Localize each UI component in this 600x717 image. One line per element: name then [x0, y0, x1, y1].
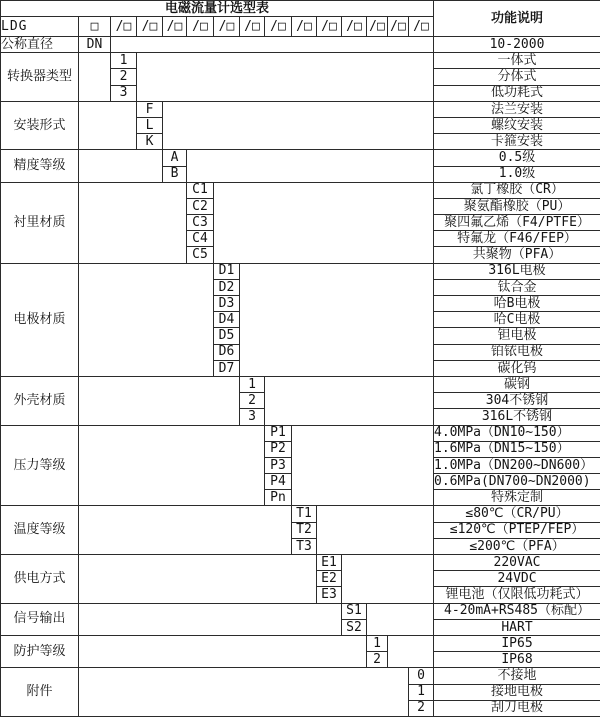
spacer-cell [111, 37, 434, 53]
option-description: 铂铱电极 [434, 344, 600, 360]
table-row [1, 555, 600, 571]
spacer-cell [79, 376, 240, 425]
option-code: C1 [187, 182, 214, 198]
table-row [1, 150, 600, 166]
option-code: A [163, 150, 187, 166]
category-label: 安装形式 [1, 101, 79, 150]
option-description: 低功耗式 [434, 85, 600, 101]
model-slot-box: /□ [388, 17, 409, 37]
spacer-cell [240, 263, 434, 376]
table-row [1, 53, 600, 69]
model-prefix: LDG [1, 17, 79, 37]
option-code: 3 [111, 85, 137, 101]
spacer-cell [79, 182, 187, 263]
model-slot-box: /□ [342, 17, 367, 37]
option-description: 不接地 [434, 668, 600, 684]
option-description: IP65 [434, 635, 600, 651]
category-label: 压力等级 [1, 425, 79, 506]
model-slot-box: /□ [265, 17, 292, 37]
option-description: 10-2000 [434, 37, 600, 53]
spacer-cell [367, 603, 434, 635]
spacer-cell [388, 635, 434, 667]
option-code: C5 [187, 247, 214, 263]
option-description: ≤80℃（CR/PU） [434, 506, 600, 522]
option-description: 碳钢 [434, 376, 600, 392]
option-description: 聚四氟乙烯（F4/PTFE） [434, 215, 600, 231]
option-code: 2 [111, 69, 137, 85]
spacer-cell [79, 425, 265, 506]
option-description: 特殊定制 [434, 490, 600, 506]
model-slot-box: /□ [214, 17, 240, 37]
option-description: 1.6MPa（DN15~150） [434, 441, 600, 457]
table-row [1, 101, 600, 117]
option-description: 锂电池（仅限低功耗式） [434, 587, 600, 603]
category-label: 衬里材质 [1, 182, 79, 263]
option-code: D2 [214, 279, 240, 295]
spacer-cell [214, 182, 434, 263]
table-row [1, 635, 600, 651]
option-code: 2 [409, 700, 434, 716]
option-code: D3 [214, 296, 240, 312]
option-description: 0.6MPa(DN700~DN2000) [434, 474, 600, 490]
option-code: T1 [292, 506, 317, 522]
option-code: E1 [317, 555, 342, 571]
category-label: 供电方式 [1, 555, 79, 604]
option-description: 碳化钨 [434, 360, 600, 376]
table-row [1, 37, 600, 53]
option-code: L [137, 117, 163, 133]
option-description: 哈B电极 [434, 296, 600, 312]
spacer-cell [79, 53, 111, 102]
table-row [1, 506, 600, 522]
option-code: P4 [265, 474, 292, 490]
option-description: IP68 [434, 652, 600, 668]
spacer-cell [79, 668, 409, 717]
option-description: 聚氨酯橡胶（PU） [434, 198, 600, 214]
category-label: 附件 [1, 668, 79, 717]
option-code: 1 [367, 635, 388, 651]
spacer-cell [79, 263, 214, 376]
table-row [1, 603, 600, 619]
option-description: 316L不锈钢 [434, 409, 600, 425]
option-code: K [137, 134, 163, 150]
option-code: 3 [240, 409, 265, 425]
option-code: B [163, 166, 187, 182]
option-code: 1 [240, 376, 265, 392]
option-description: 钛合金 [434, 279, 600, 295]
option-code: P1 [265, 425, 292, 441]
option-description: 刮刀电极 [434, 700, 600, 716]
option-code: D5 [214, 328, 240, 344]
spacer-cell [137, 53, 434, 102]
option-description: ≤120℃（PTEP/FEP） [434, 522, 600, 538]
option-code: C3 [187, 215, 214, 231]
option-code: 2 [240, 393, 265, 409]
option-code: T3 [292, 538, 317, 554]
option-description: 0.5级 [434, 150, 600, 166]
model-slot-box: /□ [240, 17, 265, 37]
function-column-header: 功能说明 [434, 1, 600, 37]
spacer-cell [79, 101, 137, 150]
option-description: 共聚物（PFA） [434, 247, 600, 263]
model-slot-box: /□ [187, 17, 214, 37]
option-code: 2 [367, 652, 388, 668]
category-label: 外壳材质 [1, 376, 79, 425]
option-code: S2 [342, 619, 367, 635]
option-code: E2 [317, 571, 342, 587]
option-description: 特氟龙（F46/FEP） [434, 231, 600, 247]
category-label: 转换器类型 [1, 53, 79, 102]
option-description: 4.0MPa（DN10~150） [434, 425, 600, 441]
option-description: 1.0级 [434, 166, 600, 182]
table-row [1, 182, 600, 198]
option-code: T2 [292, 522, 317, 538]
model-slot-box: /□ [292, 17, 317, 37]
category-label: 电极材质 [1, 263, 79, 376]
spacer-cell [187, 150, 434, 182]
category-label: 防护等级 [1, 635, 79, 667]
option-description: 24VDC [434, 571, 600, 587]
model-digit-box: □ [79, 17, 111, 37]
category-label: 信号输出 [1, 603, 79, 635]
option-description: 接地电极 [434, 684, 600, 700]
option-description: 钽电极 [434, 328, 600, 344]
option-description: 一体式 [434, 53, 600, 69]
option-code: P2 [265, 441, 292, 457]
option-description: 法兰安装 [434, 101, 600, 117]
spacer-cell [79, 603, 342, 635]
option-description: 哈C电极 [434, 312, 600, 328]
category-label: 温度等级 [1, 506, 79, 555]
page-title: 电磁流量计选型表 [1, 1, 434, 17]
option-description: 螺纹安装 [434, 117, 600, 133]
spacer-cell [79, 635, 367, 667]
table-row [1, 263, 600, 279]
option-code: 1 [111, 53, 137, 69]
option-code: D6 [214, 344, 240, 360]
table-row [1, 376, 600, 392]
model-slot-box: /□ [317, 17, 342, 37]
option-description: 分体式 [434, 69, 600, 85]
model-slot-box: /□ [409, 17, 434, 37]
model-slot-box: /□ [137, 17, 163, 37]
table-row [1, 668, 600, 684]
option-description: 1.0MPa（DN200~DN600） [434, 457, 600, 473]
option-code: C2 [187, 198, 214, 214]
option-description: 220VAC [434, 555, 600, 571]
option-description: HART [434, 619, 600, 635]
spacer-cell [79, 506, 292, 555]
spacer-cell [163, 101, 434, 150]
option-code: D4 [214, 312, 240, 328]
spacer-cell [317, 506, 434, 555]
header-row [1, 1, 600, 17]
option-code: D1 [214, 263, 240, 279]
spacer-cell [79, 150, 163, 182]
option-description: ≤200℃（PFA） [434, 538, 600, 554]
option-code: P3 [265, 457, 292, 473]
option-code: DN [79, 37, 111, 53]
category-label: 公称直径 [1, 37, 79, 53]
option-code: F [137, 101, 163, 117]
option-description: 304不锈钢 [434, 393, 600, 409]
option-description: 卡箍安装 [434, 134, 600, 150]
spacer-cell [292, 425, 434, 506]
option-code: S1 [342, 603, 367, 619]
option-code: 1 [409, 684, 434, 700]
table-row [1, 425, 600, 441]
option-description: 4-20mA+RS485（标配） [434, 603, 600, 619]
spacer-cell [265, 376, 434, 425]
spacer-cell [342, 555, 434, 604]
option-code: Pn [265, 490, 292, 506]
option-description: 316L电极 [434, 263, 600, 279]
option-code: D7 [214, 360, 240, 376]
option-code: C4 [187, 231, 214, 247]
model-slot-box: /□ [163, 17, 187, 37]
option-code: 0 [409, 668, 434, 684]
category-label: 精度等级 [1, 150, 79, 182]
option-code: E3 [317, 587, 342, 603]
spacer-cell [79, 555, 317, 604]
model-slot-box: /□ [367, 17, 388, 37]
model-slot-box: /□ [111, 17, 137, 37]
option-description: 氯丁橡胶（CR） [434, 182, 600, 198]
